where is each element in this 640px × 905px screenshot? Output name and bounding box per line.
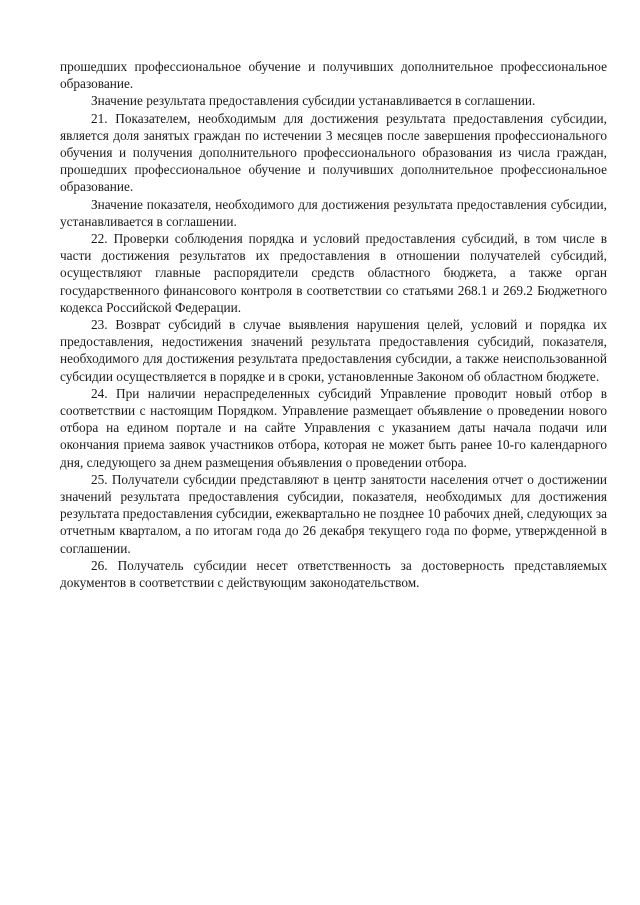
paragraph-result-value: Значение результата предоставления субсидии устанавливается в соглашении. [91,93,536,109]
paragraph-25: 25. Получатели субсидии представляют в центр занятости населения отчет о достижении значений результата предоставления субсидии, показателя, необходимых для достижения результата предоставления субсидии, ежеквартально не позднее 10 рабочих дней, следующих за отчетным кварталом, а по итогам года до 26 декабря текущего года по форме, утвержденной в соглашении. [60,471,607,556]
paragraph-indicator-value: Значение показателя, необходимого для достижения результата предоставления субсидии, устанавливается в соглашении. [60,196,607,229]
paragraph-22: 22. Проверки соблюдения порядка и условий предоставления субсидий, в том числе в части достижения результатов их предоставления в отношении получателей субсидий, осуществляют главные распорядители средств областного бюджета, а также орган государственного финансового контроля в соответствии со статьями 268.1 и 269.2 Бюджетного кодекса Российской Федерации. [60,231,607,315]
paragraph-24: 24. При наличии нераспределенных субсидий Управление проводит новый отбор в соответствии с настоящим Порядком. Управление размещает объявление о проведении нового отбора на едином портале и на сайте Управления с указанием даты начала подачи или окончания приема заявок участников отбора, которая не может быть ранее 10-го календарного дня, следующего за днем размещения объявления о проведении отбора. [60,385,607,470]
paragraph-26: 26. Получатель субсидии несет ответственность за достоверность представляемых документов в соответствии с действующим законодательством. [60,557,607,591]
paragraph-21: 21. Показателем, необходимым для достижения результата предоставления субсидии, является доля занятых граждан по истечении 3 месяцев после завершения профессионального обучения и получения дополнительного профессионального образования из числа граждан, прошедших профессиональное обучение и получивших дополнительное профессиональное образование. [60,110,607,195]
paragraph-continuation: прошедших профессиональное обучение и получивших дополнительное профессиональное образование. [60,59,607,92]
paragraph-23: 23. Возврат субсидий в случае выявления нарушения целей, условий и порядка их предоставления, недостижения значений результата предоставления субсидий, показателя, необходимого для достижения результата предоставления субсидии, а также неиспользованной субсидии осуществляется в порядке и в сроки, установленные Законом об областном бюджете. [60,317,607,384]
document-page [60,58,607,591]
